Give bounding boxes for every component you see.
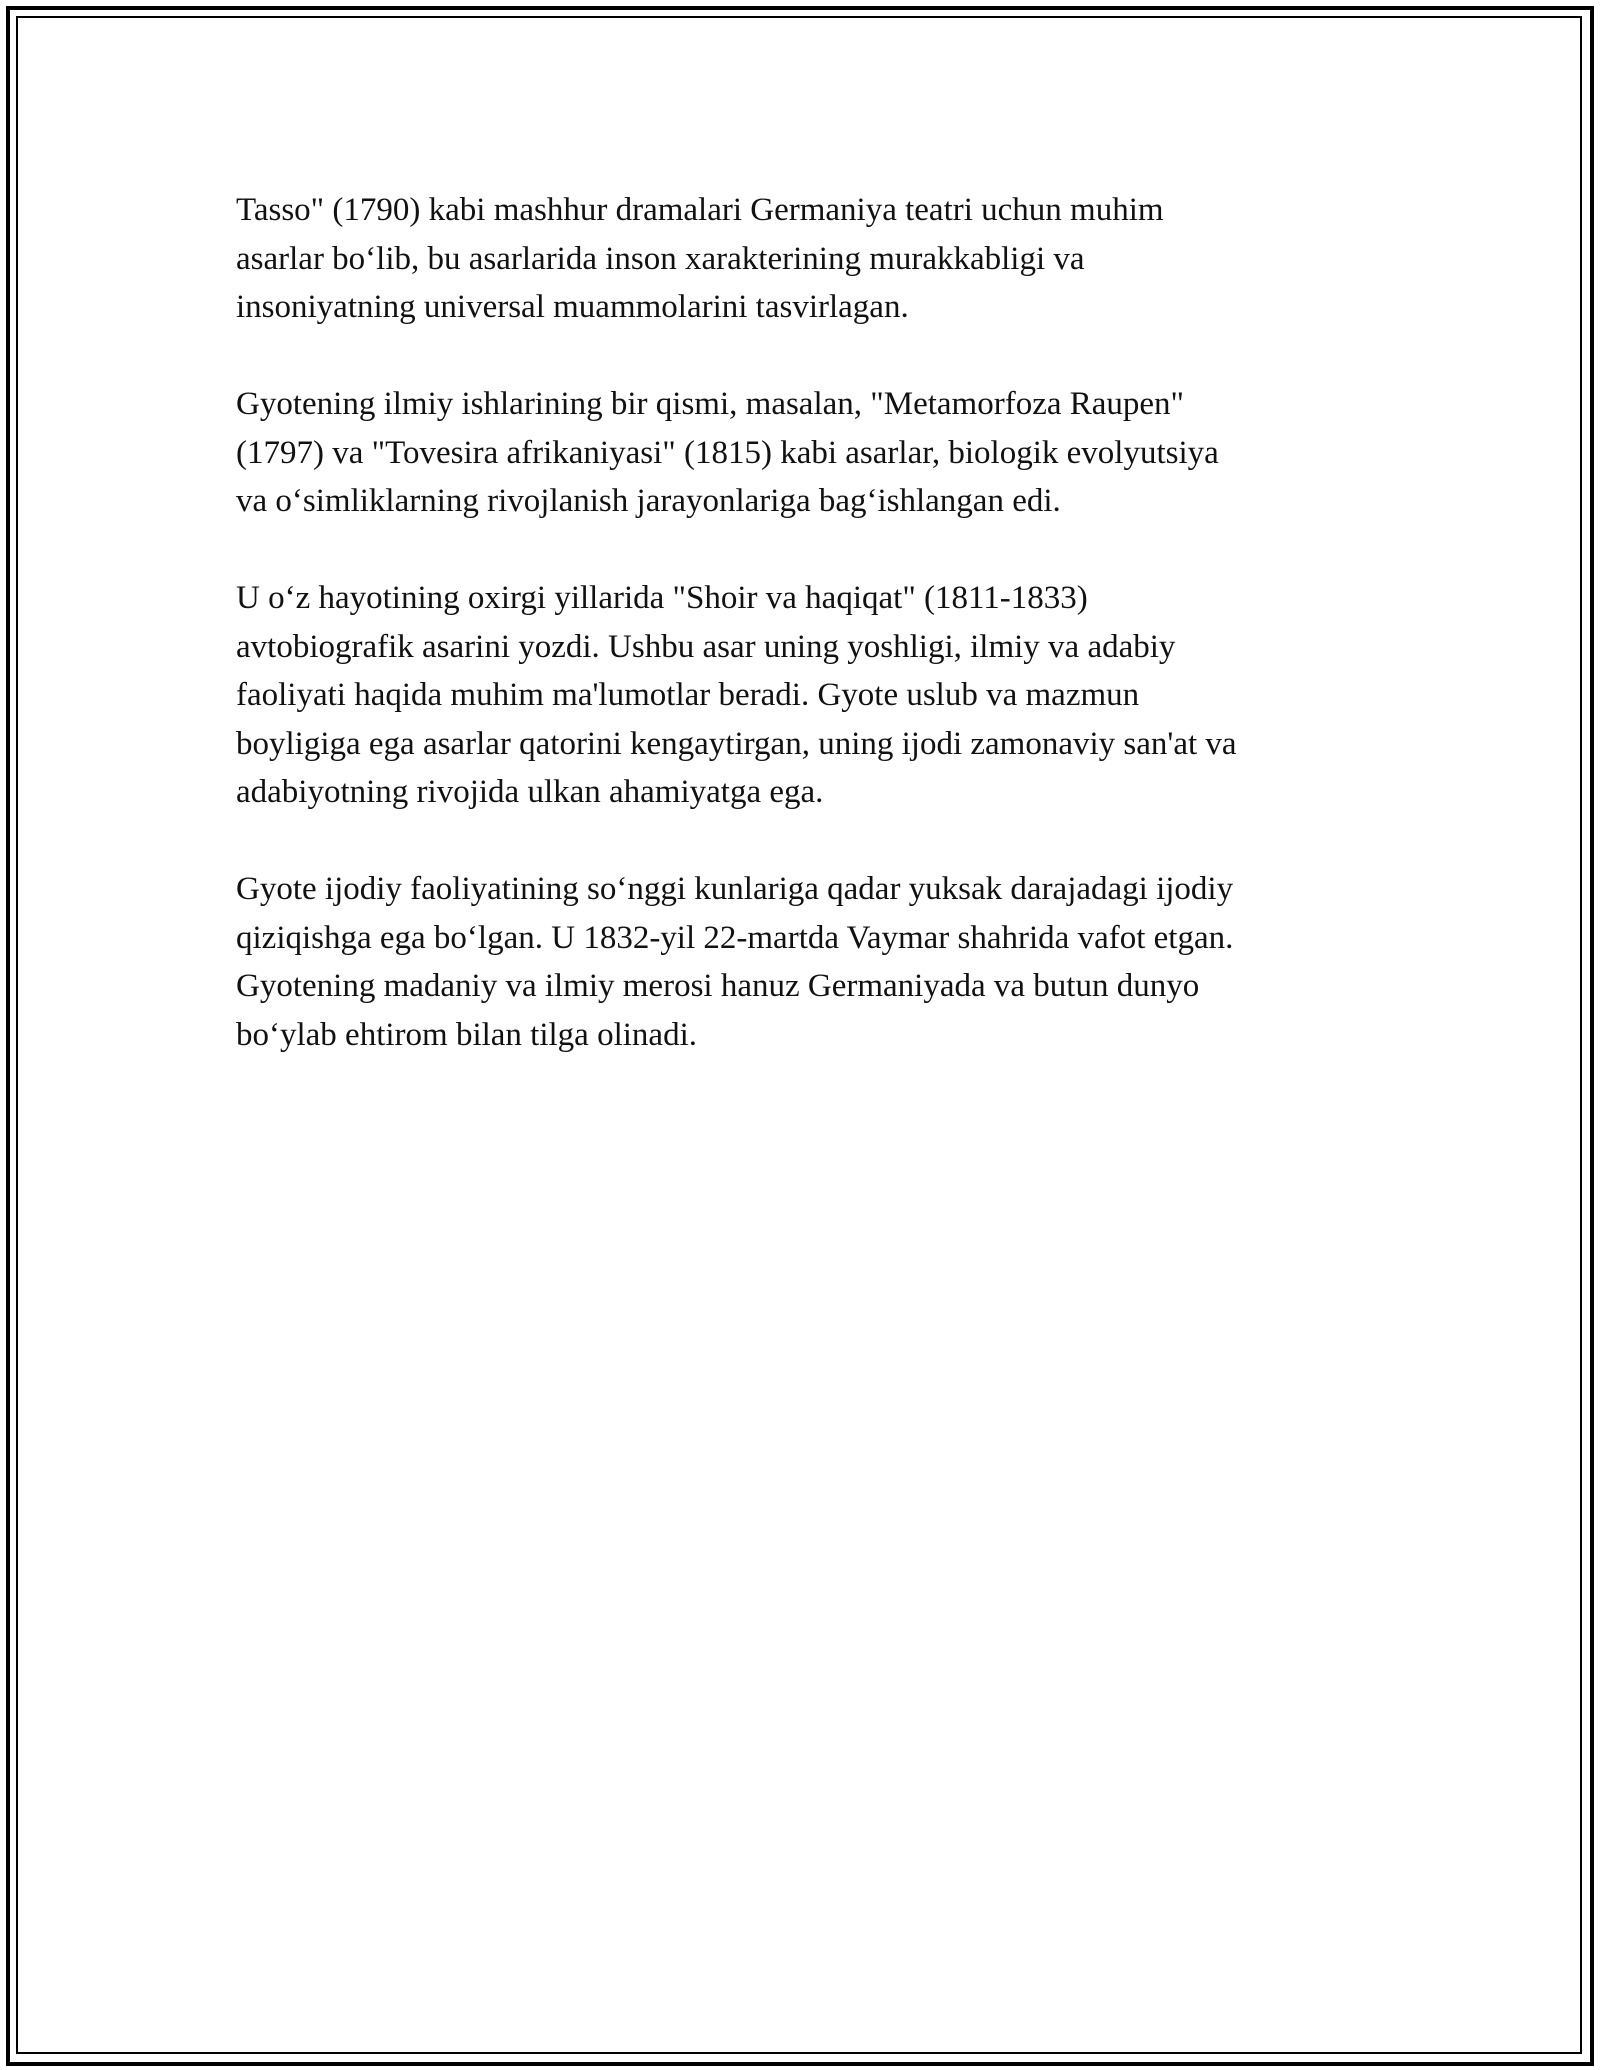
document-body <box>236 186 1356 1108</box>
paragraph-3: U o‘z hayotining oxirgi yillarida "Shoir va haqiqat" (1811-1833) avtobiografik asarini yozdi. Ushbu asar uning yoshligi, ilmiy va adabiy faoliyati haqida muhim ma'lumotlar beradi. Gyote uslub va mazmun boyligiga ega asarlar qatorini kengaytirgan, uning ijodi zamonaviy san'at va adabiyotning rivojida ulkan ahamiyatga ega. <box>236 580 1237 810</box>
paragraph-4: Gyote ijodiy faoliyatining so‘nggi kunlariga qadar yuksak darajadagi ijodiy qiziqishga ega bo‘lgan. U 1832-yil 22-martda Vaymar shahrida vafot etgan. Gyotening madaniy va ilmiy merosi hanuz Germaniyada va butun dunyo bo‘ylab ehtirom bilan tilga olinadi. <box>236 871 1234 1053</box>
paragraph-1: Tasso" (1790) kabi mashhur dramalari Germaniya teatri uchun muhim asarlar bo‘lib, bu asarlarida inson xarakterining murakkabligi va insoniyatning universal muammolarini tasvirlagan. <box>236 192 1164 325</box>
paragraph-2: Gyotening ilmiy ishlarining bir qismi, masalan, "Metamorfoza Raupen" (1797) va "Tovesira afrikaniyasi" (1815) kabi asarlar, biologik evolyutsiya va o‘simliklarning rivojlanish jarayonlariga bag‘ishlangan edi. <box>236 386 1219 519</box>
